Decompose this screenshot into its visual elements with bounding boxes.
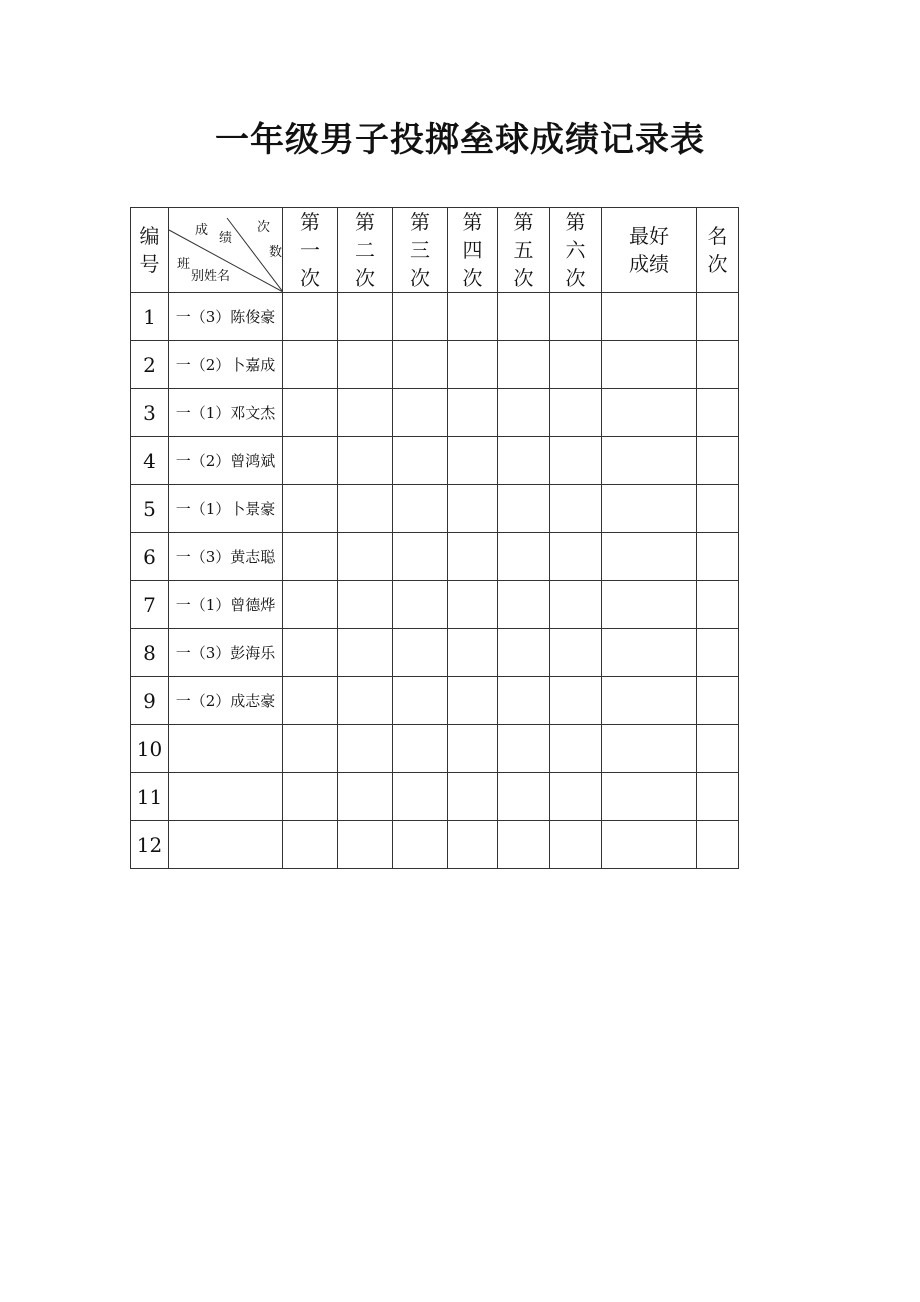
round-2-score-cell[interactable] bbox=[338, 629, 393, 677]
table-row bbox=[131, 293, 739, 341]
round-4-score-cell[interactable] bbox=[448, 341, 498, 389]
round-6-score-cell[interactable] bbox=[550, 725, 602, 773]
round-2-score-cell[interactable] bbox=[338, 725, 393, 773]
round-6-score-cell[interactable] bbox=[550, 389, 602, 437]
round-6-score-cell[interactable] bbox=[550, 677, 602, 725]
row-number: 11 bbox=[131, 773, 169, 821]
table-row bbox=[131, 341, 739, 389]
label-count-1: 次 bbox=[257, 220, 271, 235]
round-5-score-cell[interactable] bbox=[498, 341, 550, 389]
round-3-score-cell[interactable] bbox=[393, 581, 448, 629]
round-5-score-cell[interactable] bbox=[498, 581, 550, 629]
round-4-score-cell[interactable] bbox=[448, 437, 498, 485]
round-3-score-cell[interactable] bbox=[393, 821, 448, 869]
round-3-score-cell[interactable] bbox=[393, 437, 448, 485]
round-4-score-cell[interactable] bbox=[448, 581, 498, 629]
round-6-score-cell[interactable] bbox=[550, 341, 602, 389]
round-2-score-cell[interactable] bbox=[338, 581, 393, 629]
row-number: 8 bbox=[131, 629, 169, 677]
rank-cell[interactable] bbox=[697, 629, 739, 677]
header-row bbox=[131, 208, 739, 293]
round-6-score-cell[interactable] bbox=[550, 581, 602, 629]
row-number: 7 bbox=[131, 581, 169, 629]
round-3-score-cell[interactable] bbox=[393, 389, 448, 437]
round-1-score-cell[interactable] bbox=[283, 293, 338, 341]
round-1-score-cell[interactable] bbox=[283, 485, 338, 533]
round-5-score-cell[interactable] bbox=[498, 485, 550, 533]
best-score-cell[interactable] bbox=[602, 485, 697, 533]
header-round-1: 第 一 次 bbox=[283, 208, 338, 293]
round-5-score-cell[interactable] bbox=[498, 821, 550, 869]
row-number: 5 bbox=[131, 485, 169, 533]
student-name-cell[interactable]: 一（1）邓文杰 bbox=[169, 389, 283, 437]
row-number: 1 bbox=[131, 293, 169, 341]
round-1-score-cell[interactable] bbox=[283, 533, 338, 581]
round-3-score-cell[interactable] bbox=[393, 485, 448, 533]
table-row bbox=[131, 677, 739, 725]
best-score-cell[interactable] bbox=[602, 341, 697, 389]
round-1-score-cell[interactable] bbox=[283, 389, 338, 437]
round-3-score-cell[interactable] bbox=[393, 773, 448, 821]
round-3-score-cell[interactable] bbox=[393, 533, 448, 581]
round-4-score-cell[interactable] bbox=[448, 773, 498, 821]
table-row bbox=[131, 821, 739, 869]
round-1-score-cell[interactable] bbox=[283, 725, 338, 773]
header-round-3: 第 三 次 bbox=[393, 208, 448, 293]
label-score-2: 绩 bbox=[219, 231, 233, 246]
rank-cell[interactable] bbox=[697, 677, 739, 725]
best-score-cell[interactable] bbox=[602, 773, 697, 821]
round-5-score-cell[interactable] bbox=[498, 293, 550, 341]
round-5-score-cell[interactable] bbox=[498, 437, 550, 485]
rank-cell[interactable] bbox=[697, 581, 739, 629]
rank-cell[interactable] bbox=[697, 389, 739, 437]
row-number: 12 bbox=[131, 821, 169, 869]
student-name-cell[interactable]: 一（2）曾鸿斌 bbox=[169, 437, 283, 485]
header-number: 编 号 bbox=[131, 208, 169, 293]
best-score-cell[interactable] bbox=[602, 581, 697, 629]
table-row bbox=[131, 389, 739, 437]
header-rank: 名 次 bbox=[697, 208, 739, 293]
row-number: 3 bbox=[131, 389, 169, 437]
header-round-4: 第 四 次 bbox=[448, 208, 498, 293]
best-score-cell[interactable] bbox=[602, 725, 697, 773]
table-row bbox=[131, 437, 739, 485]
best-score-cell[interactable] bbox=[602, 629, 697, 677]
row-number: 4 bbox=[131, 437, 169, 485]
student-name-cell[interactable]: 一（1）卜景豪 bbox=[169, 485, 283, 533]
round-5-score-cell[interactable] bbox=[498, 725, 550, 773]
rank-cell[interactable] bbox=[697, 533, 739, 581]
table-row bbox=[131, 485, 739, 533]
round-1-score-cell[interactable] bbox=[283, 581, 338, 629]
label-score-1: 成 bbox=[195, 223, 209, 238]
page-title: 一年级男子投掷垒球成绩记录表 bbox=[215, 120, 705, 160]
table-row bbox=[131, 533, 739, 581]
best-score-cell[interactable] bbox=[602, 293, 697, 341]
round-1-score-cell[interactable] bbox=[283, 821, 338, 869]
round-5-score-cell[interactable] bbox=[498, 629, 550, 677]
round-6-score-cell[interactable] bbox=[550, 773, 602, 821]
header-diagonal-cell bbox=[169, 208, 283, 293]
header-round-6: 第 六 次 bbox=[550, 208, 602, 293]
round-2-score-cell[interactable] bbox=[338, 533, 393, 581]
round-4-score-cell[interactable] bbox=[448, 821, 498, 869]
rank-cell[interactable] bbox=[697, 485, 739, 533]
table-row bbox=[131, 629, 739, 677]
round-1-score-cell[interactable] bbox=[283, 437, 338, 485]
student-name-cell[interactable] bbox=[169, 773, 283, 821]
round-2-score-cell[interactable] bbox=[338, 389, 393, 437]
student-name-cell[interactable]: 一（3）陈俊豪 bbox=[169, 293, 283, 341]
round-2-score-cell[interactable] bbox=[338, 485, 393, 533]
table-body bbox=[131, 293, 739, 869]
student-name-cell[interactable]: 一（2）卜嘉成 bbox=[169, 341, 283, 389]
round-3-score-cell[interactable] bbox=[393, 629, 448, 677]
round-5-score-cell[interactable] bbox=[498, 677, 550, 725]
round-2-score-cell[interactable] bbox=[338, 773, 393, 821]
rank-cell[interactable] bbox=[697, 341, 739, 389]
round-1-score-cell[interactable] bbox=[283, 677, 338, 725]
best-score-cell[interactable] bbox=[602, 677, 697, 725]
rank-cell[interactable] bbox=[697, 725, 739, 773]
student-name-cell[interactable]: 一（1）曾德烨 bbox=[169, 581, 283, 629]
header-round-5: 第 五 次 bbox=[498, 208, 550, 293]
rank-cell[interactable] bbox=[697, 773, 739, 821]
table-row bbox=[131, 773, 739, 821]
round-6-score-cell[interactable] bbox=[550, 821, 602, 869]
round-4-score-cell[interactable] bbox=[448, 533, 498, 581]
round-5-score-cell[interactable] bbox=[498, 389, 550, 437]
label-count-2: 数 bbox=[269, 245, 283, 260]
best-score-cell[interactable] bbox=[602, 533, 697, 581]
row-number: 6 bbox=[131, 533, 169, 581]
table-row bbox=[131, 581, 739, 629]
student-name-cell[interactable]: 一（3）彭海乐 bbox=[169, 629, 283, 677]
round-2-score-cell[interactable] bbox=[338, 437, 393, 485]
round-2-score-cell[interactable] bbox=[338, 821, 393, 869]
round-4-score-cell[interactable] bbox=[448, 725, 498, 773]
round-3-score-cell[interactable] bbox=[393, 677, 448, 725]
round-1-score-cell[interactable] bbox=[283, 629, 338, 677]
round-6-score-cell[interactable] bbox=[550, 485, 602, 533]
label-class-1: 班 bbox=[177, 257, 191, 272]
round-4-score-cell[interactable] bbox=[448, 389, 498, 437]
round-6-score-cell[interactable] bbox=[550, 629, 602, 677]
row-number: 10 bbox=[131, 725, 169, 773]
student-name-cell[interactable] bbox=[169, 821, 283, 869]
best-score-cell[interactable] bbox=[602, 437, 697, 485]
round-4-score-cell[interactable] bbox=[448, 677, 498, 725]
student-name-cell[interactable]: 一（3）黄志聪 bbox=[169, 533, 283, 581]
round-1-score-cell[interactable] bbox=[283, 773, 338, 821]
round-6-score-cell[interactable] bbox=[550, 293, 602, 341]
round-5-score-cell[interactable] bbox=[498, 533, 550, 581]
rank-cell[interactable] bbox=[697, 821, 739, 869]
row-number: 9 bbox=[131, 677, 169, 725]
label-class-2: 别姓名 bbox=[191, 269, 231, 284]
header-round-2: 第 二 次 bbox=[338, 208, 393, 293]
header-best-score: 最好 成绩 bbox=[602, 208, 697, 293]
best-score-cell[interactable] bbox=[602, 389, 697, 437]
rank-cell[interactable] bbox=[697, 437, 739, 485]
round-2-score-cell[interactable] bbox=[338, 293, 393, 341]
score-record-table bbox=[130, 207, 739, 869]
round-3-score-cell[interactable] bbox=[393, 293, 448, 341]
round-1-score-cell[interactable] bbox=[283, 341, 338, 389]
round-6-score-cell[interactable] bbox=[550, 437, 602, 485]
round-4-score-cell[interactable] bbox=[448, 629, 498, 677]
student-name-cell[interactable] bbox=[169, 725, 283, 773]
round-2-score-cell[interactable] bbox=[338, 341, 393, 389]
round-6-score-cell[interactable] bbox=[550, 533, 602, 581]
round-4-score-cell[interactable] bbox=[448, 293, 498, 341]
round-2-score-cell[interactable] bbox=[338, 677, 393, 725]
round-4-score-cell[interactable] bbox=[448, 485, 498, 533]
row-number: 2 bbox=[131, 341, 169, 389]
rank-cell[interactable] bbox=[697, 293, 739, 341]
round-3-score-cell[interactable] bbox=[393, 341, 448, 389]
round-5-score-cell[interactable] bbox=[498, 773, 550, 821]
student-name-cell[interactable]: 一（2）成志豪 bbox=[169, 677, 283, 725]
round-3-score-cell[interactable] bbox=[393, 725, 448, 773]
best-score-cell[interactable] bbox=[602, 821, 697, 869]
table-row bbox=[131, 725, 739, 773]
